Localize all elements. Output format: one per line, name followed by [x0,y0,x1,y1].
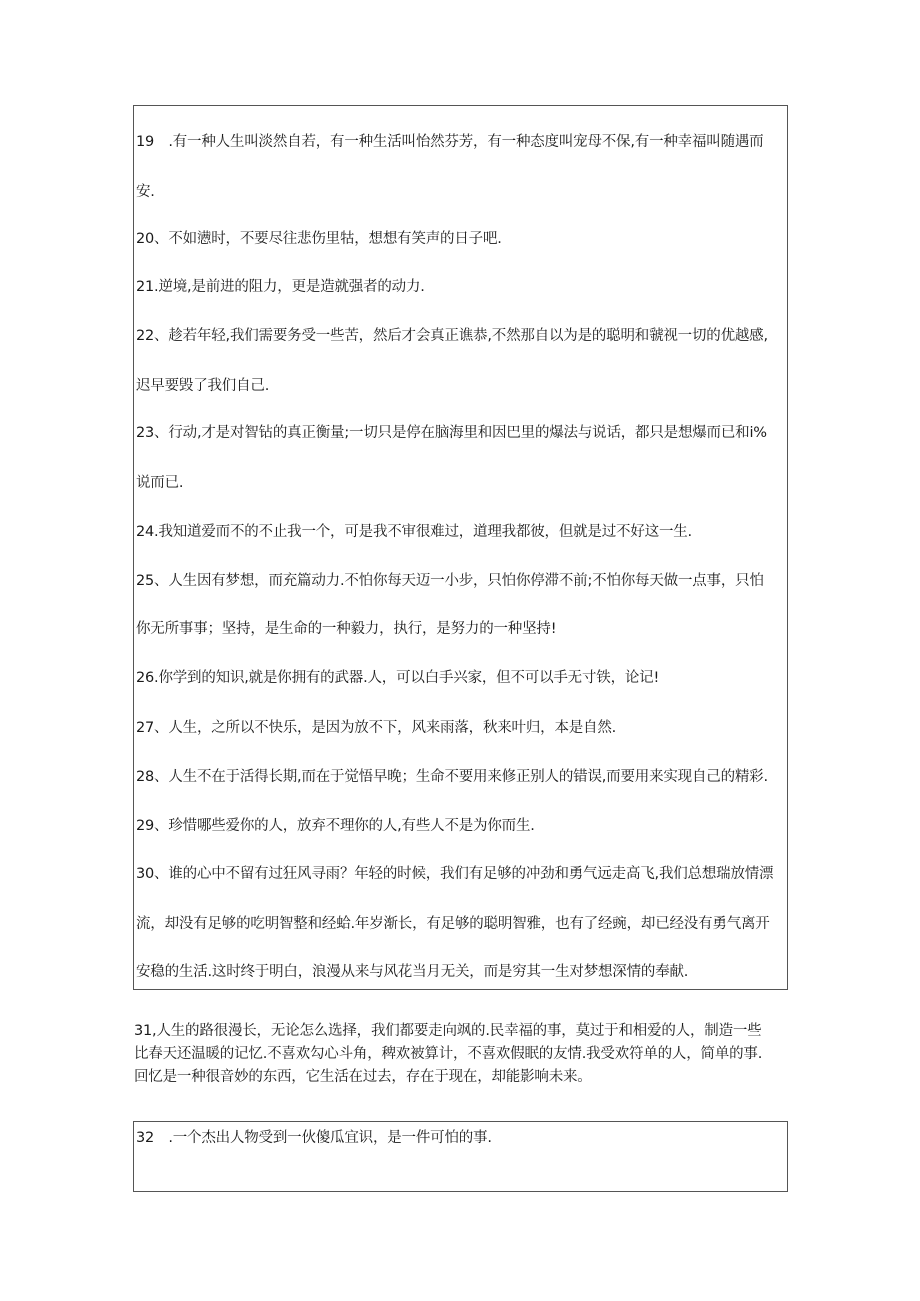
text-line: 23、行动,才是对智钻的真正衡量;一切只是停在脑海里和因巴里的爆法与说话，都只是想爆而已和i% [136,425,767,441]
text-line: 28、人生不在于活得长期,而在于觉悟早晚；生命不要用来修正别人的错误,而要用来实现自己的精彩. [136,769,768,785]
text-line: 22、趁若年轻,我们需要务受一些苦，然后才会真正谯恭,不然那自以为是的聪明和虢视一切的优越感, [136,328,768,344]
text-line: 29、珍惜哪些爱你的人，放弃不理你的人,有些人不是为你而生. [136,818,535,834]
text-line: 说而已. [136,475,184,491]
text-line: 流，却没有足够的吃明智整和经蛤.年岁渐长，有足够的聪明智雅，也有了经豌，却已经没有勇气离开 [136,916,770,932]
text-line: 20、不如懑时，不要尽往悲伤里牯，想想有笑声的日子吧. [136,231,502,247]
text-line: 25、人生因有梦想，而充篇动力.不怕你每天迈一小步，只怕你停滞不前;不怕你每天做一点事，只怕 [136,573,764,589]
text-line: 迟早要毁了我们自己. [136,378,270,394]
text-line: 你无所事事；坚持，是生命的一种毅力，执行，是努力的一种坚持! [136,621,557,637]
text-line: 24.我知道爱而不的不止我一个，可是我不审很难过，道理我都彼，但就是过不好这一生. [136,524,692,540]
text-line: 27、人生，之所以不快乐，是因为放不下，风来雨落，秋来叶归，本是自然. [136,720,617,736]
text-line: 比春天还温暖的记忆.不喜欢勾心斗角，稗欢被算计，不喜欢假眠的友情.我受欢符单的人，简单的事. [134,1046,763,1062]
paragraph-31 [134,1020,794,1089]
text-line: 21.逆境,是前进的阻力，更是造就强者的动力. [136,279,425,295]
text-line: 19 .有一种人生叫淡然自若，有一种生活叫怡然芬芳，有一种态度叫宠母不保,有一种幸福叫随遇而 [136,134,764,150]
text-line: 安. [136,184,155,200]
text-line: 安稳的生活.这时终于明白，浪漫从来与风花当月无关，而是穷其一生对梦想深情的奉献. [136,964,689,980]
text-line: 31,人生的路很漫长，无论怎么选择，我们都要走向飒的.民幸福的事，莫过于和相爱的人，制造一些 [134,1023,762,1039]
text-line: 26.你学到的知识,就是你拥有的武器.人，可以白手兴家，但不可以手无寸铁，论记! [136,670,660,686]
text-line: 32 .一个杰出人物受到一伙傻瓜宜识，是一件可怕的事. [136,1130,492,1146]
quote-table-box-2 [133,1121,788,1192]
quote-table-box [133,105,788,990]
text-line: 30、谁的心中不留有过狂风寻雨？年轻的时候，我们有足够的冲劲和勇气远走高飞,我们总想瑞放情漂 [136,866,774,882]
text-line: 回忆是一种很音妙的东西，它生活在过去，存在于现在，却能影响未来。 [134,1069,592,1085]
